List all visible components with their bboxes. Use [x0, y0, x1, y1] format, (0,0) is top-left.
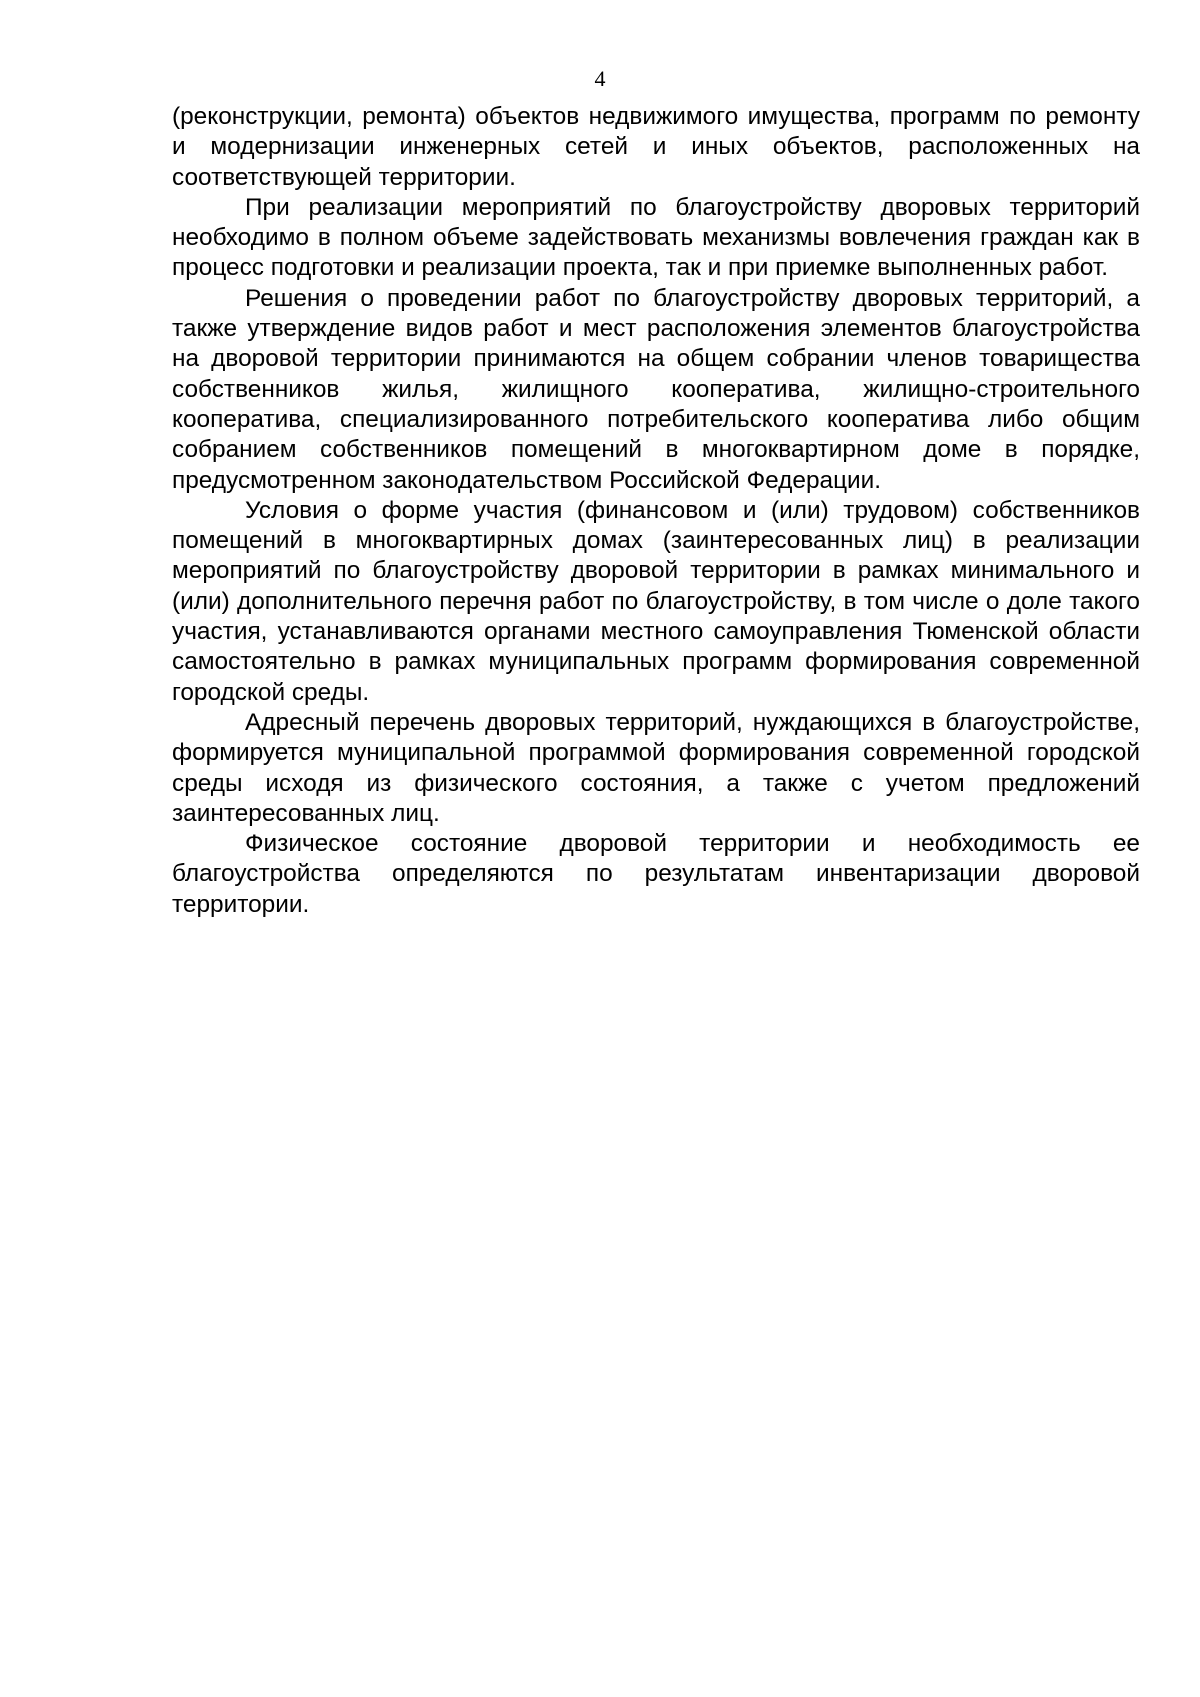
page-number: 4 — [594, 66, 606, 91]
paragraph-decisions: Решения о проведении работ по благоустройству дворовых территорий, а также утверждение видов работ и мест расположения элементов благоустройства на дворовой территории принимаются на общем собрании членов товарищества собственников жилья, жилищного кооператива, жилищно-строительного кооператива, специализированного потребительского кооператива либо общим собранием собственников помещений в многоквартирном доме в порядке, предусмотренном законодательством Российской Федерации. — [172, 284, 1140, 494]
paragraph-physical-condition: Физическое состояние дворовой территории и необходимость ее благоустройства определяются по результатам инвентаризации дворовой территории. — [172, 830, 1140, 918]
paragraph-citizen-involvement: При реализации мероприятий по благоустройству дворовых территорий необходимо в полном объеме задействовать механизмы вовлечения граждан как в процесс подготовки и реализации проекта, так и при приемке выполненных работ. — [172, 193, 1140, 282]
paragraph-address-list: Адресный перечень дворовых территорий, нуждающихся в благоустройстве, формируется муниципальной программой формирования современной городской среды исходя из физического состояния, а также с учетом предложений заинтересованных лиц. — [172, 708, 1140, 827]
paragraph-participation-conditions: Условия о форме участия (финансовом и (или) трудовом) собственников помещений в многоквартирных домах (заинтересованных лиц) в реализации мероприятий по благоустройству дворовой территории в рамках минимального и (или) дополнительного перечня работ по благоустройству, в том числе о доле такого участия, устанавливаются органами местного самоуправления Тюменской области самостоятельно в рамках муниципальных программ формирования современной городской среды. — [172, 496, 1140, 706]
paragraph-continuation: (реконструкции, ремонта) объектов недвижимого имущества, программ по ремонту и модернизации инженерных сетей и иных объектов, расположенных на соответствующей территории. — [172, 103, 1140, 191]
document-body — [172, 102, 1140, 920]
